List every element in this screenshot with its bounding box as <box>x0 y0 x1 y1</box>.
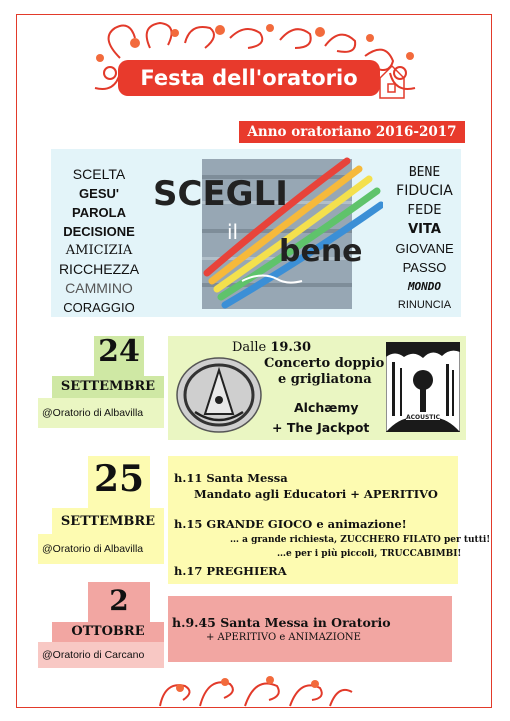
event1-title-1: Concerto doppio <box>264 356 385 371</box>
event1-time-prefix: Dalle <box>232 340 271 355</box>
event3-line-2: + APERITIVO e ANIMAZIONE <box>206 632 361 643</box>
event-day: 2 <box>109 584 129 617</box>
theme-word: GESU' <box>79 186 119 201</box>
event1-time: 19.30 <box>270 340 312 355</box>
theme-word: CORAGGIO <box>63 300 135 315</box>
logo-text-bene: bene <box>279 234 363 269</box>
theme-word: PASSO <box>402 260 447 275</box>
theme-word: PAROLA <box>72 205 126 220</box>
logo-text-il: il <box>227 220 239 244</box>
theme-words-left <box>51 165 147 317</box>
event-day: 24 <box>98 334 140 369</box>
theme-word: RICCHEZZA <box>58 261 140 277</box>
theme-word: DECISIONE <box>63 224 135 239</box>
event2-line-2: Mandato agli Educatori + APERITIVO <box>194 487 438 501</box>
theme-words-right <box>388 163 461 315</box>
event1-title-2: e grigliatona <box>278 372 372 387</box>
theme-word: BENE <box>408 165 441 180</box>
event1-band-2: + The Jackpot <box>272 420 370 435</box>
event1-time-line <box>232 340 311 355</box>
event2-line-4: … a grande richiesta, ZUCCHERO FILATO per tutti! <box>230 535 491 545</box>
event3-line-1: h.9.45 Santa Messa in Oratorio <box>172 615 391 630</box>
scegli-il-bene-logo <box>147 153 383 313</box>
page-title: Festa dell'oratorio <box>140 66 358 90</box>
footer-ornament <box>150 668 360 708</box>
theme-word: FEDE <box>407 203 442 218</box>
logo-text-scegli: SCEGLI <box>153 174 288 214</box>
theme-word: RINUNCIA <box>397 299 452 311</box>
event2-line-5: …e per i più piccoli, TRUCCABIMBI! <box>277 549 462 559</box>
theme-word: VITA <box>408 222 441 237</box>
event2-line-3: h.15 GRANDE GIOCO e animazione! <box>174 517 407 531</box>
poster-text: ACOUSTIC <box>405 414 441 421</box>
event-month: SETTEMBRE <box>60 514 156 529</box>
theme-word: CAMMINO <box>65 280 133 296</box>
year-banner: Anno oratoriano 2016-2017 <box>239 121 465 143</box>
event-day: 25 <box>93 458 145 500</box>
theme-word: SCELTA <box>72 166 126 182</box>
event1-band-1: Alchæmy <box>294 400 359 415</box>
theme-word: AMICIZIA <box>65 243 133 258</box>
theme-word: GIOVANE <box>395 241 454 256</box>
event-venue: @Oratorio di Albavilla <box>42 543 144 555</box>
event-venue: @Oratorio di Albavilla <box>42 407 144 419</box>
event2-line-1: h.11 Santa Messa <box>174 471 288 485</box>
event-month: OTTOBRE <box>71 624 145 639</box>
theme-word: MONDO <box>407 280 442 293</box>
theme-word: FIDUCIA <box>396 183 453 199</box>
jackpot-band-poster <box>386 342 460 432</box>
event-venue: @Oratorio di Carcano <box>42 649 145 661</box>
event2-line-6: h.17 PREGHIERA <box>174 564 287 578</box>
alchaemy-band-logo <box>175 356 263 434</box>
event-month: SETTEMBRE <box>60 379 156 394</box>
